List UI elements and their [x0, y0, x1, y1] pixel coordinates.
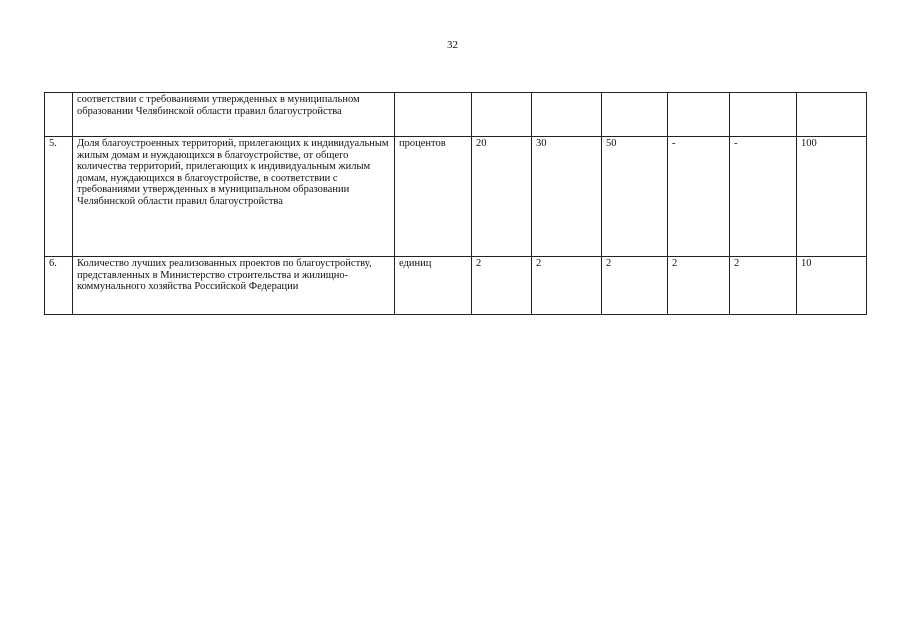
- value-cell: 2: [730, 257, 797, 315]
- value-cell: [797, 93, 867, 137]
- value-cell: 50: [602, 137, 668, 257]
- table-row: [45, 137, 867, 257]
- row-number: 6.: [45, 257, 73, 315]
- value-cell: 20: [472, 137, 532, 257]
- value-cell: 10: [797, 257, 867, 315]
- table-row: [45, 93, 867, 137]
- unit-cell: [395, 93, 472, 137]
- value-cell: 100: [797, 137, 867, 257]
- value-cell: [668, 93, 730, 137]
- unit-cell: процентов: [395, 137, 472, 257]
- value-cell: [602, 93, 668, 137]
- indicator-description: соответствии с требованиями утвержденных в муниципальном образовании Челябинской области правил благоустройства: [73, 93, 395, 137]
- value-cell: 2: [472, 257, 532, 315]
- table-row: [45, 257, 867, 315]
- value-cell: -: [730, 137, 797, 257]
- unit-cell: единиц: [395, 257, 472, 315]
- row-number: [45, 93, 73, 137]
- value-cell: 2: [602, 257, 668, 315]
- value-cell: 30: [532, 137, 602, 257]
- value-cell: -: [668, 137, 730, 257]
- indicator-description: Доля благоустроенных территорий, прилегающих к индивидуальным жилым домам и нуждающихся в благоустройстве, от общего количества территорий, прилегающих к индивидуальным жилым домам, нуждающихся в благоустройстве, в соответствии с требованиями утвержденных в муниципальном образовании Челябинской области правил благоустройства: [73, 137, 395, 257]
- value-cell: 2: [668, 257, 730, 315]
- value-cell: [730, 93, 797, 137]
- value-cell: [472, 93, 532, 137]
- row-number: 5.: [45, 137, 73, 257]
- indicator-description: Количество лучших реализованных проектов по благоустройству, представленных в Министерство строительства и жилищно-коммунального хозяйства Российской Федерации: [73, 257, 395, 315]
- value-cell: [532, 93, 602, 137]
- indicators-table: [44, 92, 867, 315]
- page-number: 32: [447, 39, 458, 51]
- value-cell: 2: [532, 257, 602, 315]
